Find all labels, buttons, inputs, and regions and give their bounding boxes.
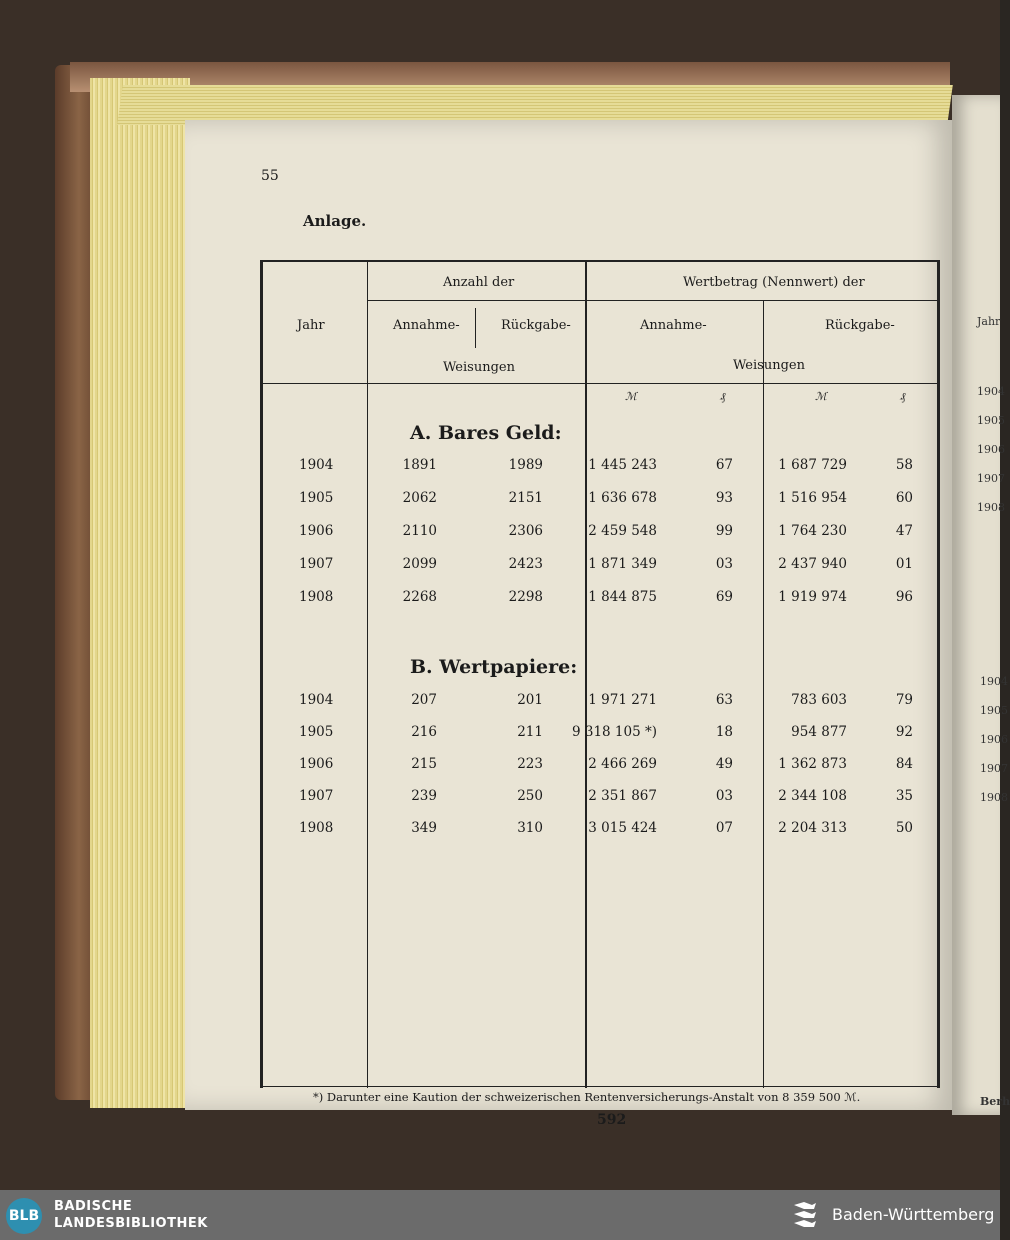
table-cell-wert-annahme-m: 2 351 867 — [588, 788, 657, 804]
right-page-year: 1905 — [977, 414, 1005, 427]
table-cell-wert-rueckgabe-m: 2 437 940 — [778, 556, 847, 572]
table-cell-wert-rueckgabe-m: 954 877 — [791, 724, 847, 740]
table-cell-wert-annahme-pf: 18 — [715, 724, 733, 740]
unit-mark-2: ℳ — [815, 390, 827, 403]
table-cell-jahr: 1907 — [299, 788, 334, 804]
table-cell-annahme: 2099 — [402, 556, 437, 572]
table-cell-wert-rueckgabe-pf: 50 — [895, 820, 913, 836]
table-cell-wert-rueckgabe-pf: 01 — [895, 556, 913, 572]
header-weisungen-1: Weisungen — [443, 360, 515, 375]
table-cell-rueckgabe: 250 — [517, 788, 543, 804]
table-cell-annahme: 2110 — [402, 523, 437, 539]
blb-logo[interactable]: BLB — [6, 1198, 42, 1234]
table-cell-wert-rueckgabe-m: 783 603 — [791, 692, 847, 708]
table-cell-annahme: 2062 — [402, 490, 437, 506]
table-cell-wert-rueckgabe-pf: 58 — [895, 457, 913, 473]
table-cell-wert-annahme-m: 1 636 678 — [588, 490, 657, 506]
table-cell-jahr: 1908 — [299, 589, 334, 605]
library-name[interactable] — [54, 1198, 208, 1232]
table-cell-wert-annahme-m: 1 445 243 — [588, 457, 657, 473]
col-rule-header-1 — [475, 308, 476, 348]
table-cell-annahme: 349 — [411, 820, 437, 836]
table-cell-wert-annahme-pf: 07 — [715, 820, 733, 836]
header-rueckgabe-2: Rückgabe- — [825, 318, 895, 333]
right-page-year: 1908 — [980, 791, 1008, 804]
header-sub-rule-1 — [368, 300, 585, 301]
table-bottom-rule — [260, 1086, 940, 1087]
table-cell-wert-rueckgabe-m: 2 344 108 — [778, 788, 847, 804]
table-cell-annahme: 207 — [411, 692, 437, 708]
page-edges-top — [117, 85, 953, 125]
table-cell-annahme: 239 — [411, 788, 437, 804]
table-header-rule — [260, 383, 940, 384]
unit-pfennig-2: ₰ — [900, 390, 906, 403]
table-cell-wert-rueckgabe-pf: 35 — [895, 788, 913, 804]
table-cell-wert-annahme-pf: 69 — [715, 589, 733, 605]
table-cell-annahme: 2268 — [402, 589, 437, 605]
table-top-rule — [260, 260, 940, 262]
table-cell-wert-annahme-pf: 03 — [715, 788, 733, 804]
right-page-year: 1905 — [980, 704, 1008, 717]
table-cell-wert-annahme-pf: 03 — [715, 556, 733, 572]
table-cell-wert-annahme-m: 1 844 875 — [588, 589, 657, 605]
table-cell-wert-rueckgabe-m: 1 764 230 — [778, 523, 847, 539]
table-cell-wert-annahme-m: 2 466 269 — [588, 756, 657, 772]
table-cell-wert-annahme-m: 3 015 424 — [588, 820, 657, 836]
table-cell-wert-annahme-m: 1 871 349 — [588, 556, 657, 572]
table-cell-wert-rueckgabe-m: 1 516 954 — [778, 490, 847, 506]
table-cell-jahr: 1906 — [299, 523, 334, 539]
table-cell-rueckgabe: 1989 — [508, 457, 543, 473]
table-cell-wert-rueckgabe-m: 2 204 313 — [778, 820, 847, 836]
table-cell-wert-annahme-pf: 67 — [715, 457, 733, 473]
table-cell-jahr: 1908 — [299, 820, 334, 836]
table-cell-rueckgabe: 211 — [517, 724, 543, 740]
table-left-border — [260, 260, 263, 1088]
table-cell-jahr: 1904 — [299, 692, 334, 708]
section-a-title: A. Bares Geld: — [410, 422, 562, 444]
table-cell-annahme: 1891 — [402, 457, 437, 473]
table-cell-rueckgabe: 310 — [517, 820, 543, 836]
left-page — [185, 120, 955, 1128]
table-cell-wert-rueckgabe-m: 1 687 729 — [778, 457, 847, 473]
unit-pfennig-1: ₰ — [720, 390, 726, 403]
table-cell-wert-rueckgabe-m: 1 919 974 — [778, 589, 847, 605]
header-weisungen-2: Weisungen — [733, 358, 805, 373]
right-page-year: 1906 — [980, 733, 1008, 746]
table-cell-annahme: 215 — [411, 756, 437, 772]
right-page-year: 1904 — [977, 385, 1005, 398]
library-name-line2: LANDESBIBLIOTHEK — [54, 1216, 208, 1231]
table-cell-wert-annahme-pf: 93 — [715, 490, 733, 506]
table-right-border — [937, 260, 940, 1088]
header-anzahl-der: Anzahl der — [443, 275, 515, 290]
table-cell-wert-rueckgabe-pf: 96 — [895, 589, 913, 605]
table-cell-wert-annahme-m: 1 971 271 — [588, 692, 657, 708]
right-page-jahr: Jahr — [977, 315, 1001, 328]
right-page-year: 1907 — [980, 762, 1008, 775]
page-edges — [90, 78, 190, 1108]
table-cell-wert-rueckgabe-pf: 47 — [895, 523, 913, 539]
table-cell-wert-annahme-m: 2 459 548 — [588, 523, 657, 539]
table-cell-annahme: 216 — [411, 724, 437, 740]
right-page-year: 1906 — [977, 443, 1005, 456]
table-cell-jahr: 1906 — [299, 756, 334, 772]
table-cell-rueckgabe: 2306 — [508, 523, 543, 539]
table-cell-jahr: 1905 — [299, 490, 334, 506]
unit-mark-1: ℳ — [625, 390, 637, 403]
table-cell-wert-annahme-pf: 63 — [715, 692, 733, 708]
col-rule-3 — [763, 300, 764, 1088]
right-page-edge — [952, 95, 1010, 1115]
book-cover-left — [55, 65, 95, 1100]
header-wertbetrag: Wertbetrag (Nennwert) der — [683, 275, 865, 290]
col-rule-2 — [585, 260, 587, 1088]
right-page-year: 1907 — [977, 472, 1005, 485]
library-footer-bar — [0, 1190, 1000, 1240]
anlage-heading: Anlage. — [303, 212, 367, 230]
right-page-year: 1904 — [980, 675, 1008, 688]
right-page-bottom-word: Berh — [980, 1095, 1010, 1108]
baden-wuerttemberg-lions-icon — [790, 1199, 820, 1231]
table-cell-rueckgabe: 2423 — [508, 556, 543, 572]
table-cell-jahr: 1904 — [299, 457, 334, 473]
table-cell-jahr: 1905 — [299, 724, 334, 740]
header-annahme-1: Annahme- — [393, 318, 460, 333]
header-jahr: Jahr — [297, 318, 325, 333]
section-b-title: B. Wertpapiere: — [410, 656, 578, 678]
header-annahme-2: Annahme- — [640, 318, 707, 333]
table-cell-wert-rueckgabe-pf: 92 — [895, 724, 913, 740]
footnote: *) Darunter eine Kaution der schweizerischen Rentenversicherungs-Anstalt von 8 359 500 ℳ. — [313, 1090, 861, 1104]
library-name-line1: BADISCHE — [54, 1199, 133, 1214]
table-cell-rueckgabe: 2151 — [508, 490, 543, 506]
table-cell-wert-annahme-pf: 49 — [715, 756, 733, 772]
table-cell-wert-rueckgabe-pf: 79 — [895, 692, 913, 708]
table-cell-wert-rueckgabe-pf: 60 — [895, 490, 913, 506]
page-number-bottom: 592 — [597, 1112, 627, 1128]
table-cell-rueckgabe: 2298 — [508, 589, 543, 605]
table-cell-jahr: 1907 — [299, 556, 334, 572]
header-rueckgabe-1: Rückgabe- — [501, 318, 571, 333]
table-cell-wert-rueckgabe-pf: 84 — [895, 756, 913, 772]
table-cell-wert-rueckgabe-m: 1 362 873 — [778, 756, 847, 772]
header-sub-rule-2 — [587, 300, 937, 301]
state-name[interactable]: Baden-Württemberg — [832, 1205, 995, 1224]
right-page-year: 1908 — [977, 501, 1005, 514]
col-rule-1 — [367, 260, 368, 1088]
table-cell-rueckgabe: 223 — [517, 756, 543, 772]
page-number-top: 55 — [261, 168, 279, 184]
table-cell-rueckgabe: 201 — [517, 692, 543, 708]
table-cell-wert-annahme-pf: 99 — [715, 523, 733, 539]
table-cell-wert-annahme-m: 9 318 105 *) — [571, 724, 657, 740]
